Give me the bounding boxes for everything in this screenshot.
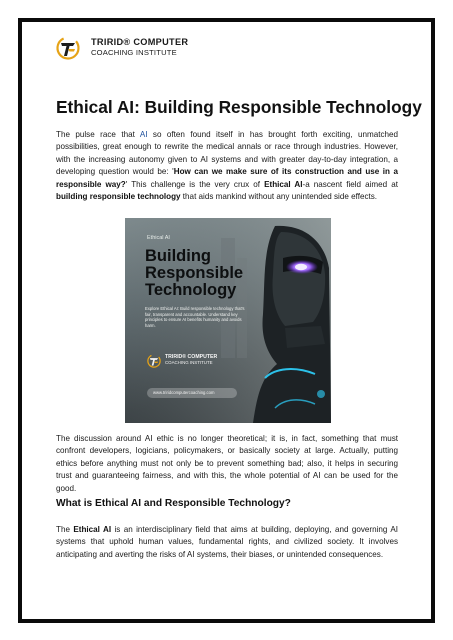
- banner-logo: [147, 354, 247, 370]
- key-question: How can we make sure of its construction and use in a responsible way?: [56, 167, 398, 189]
- discussion-paragraph: The discussion around AI ethic is no longer theoretical; it is, in fact, something that must confront developers, logicians, policymakers, or basically society at large. Actually, putting ethics before anything must not only be to prevent something bad; also, it helps in securing trust and guaranteeing fairness, and with this, the whole potential of AI can be used for the good.: [56, 434, 398, 493]
- brand-name-line1: TRIRID® COMPUTER: [91, 37, 189, 47]
- brand-logo[interactable]: [36, 32, 256, 66]
- ai-link[interactable]: AI: [139, 130, 148, 139]
- banner-logo-line1: TRIRID® COMPUTER: [165, 354, 218, 360]
- brand-name: [91, 38, 188, 57]
- section-heading: What is Ethical AI and Responsible Technology?: [56, 498, 291, 509]
- banner-logo-line2: COACHING INSTITUTE: [165, 360, 213, 366]
- banner-tag: Ethical AI: [147, 235, 170, 241]
- ethical-ai-term: Ethical AI: [73, 525, 112, 534]
- banner-description: Explore Ethical AI: Build responsible technology that's fair, transparent and accountable. Understand key principles to ensure AI benefits humanity and avoids harm.: [145, 306, 245, 328]
- intro-paragraph: The pulse race that AI so often found itself in has brought forth exciting, unmatched possibilities, great enough to rewrite the medical annals or race through industries. However, with the increasing autonomy given to AI systems and with greater day-to-day integration, a developing question would be: 'How can we make sure of its construction and use in a responsible way?' This challenge is the very crux of Ethical AI-a nascent field aimed at building responsible technology that aids mankind without any unintended side effects.: [56, 130, 398, 202]
- brand-name-line2: COACHING INSTITUTE: [91, 48, 177, 58]
- tc-monogram-icon: [147, 354, 161, 368]
- article-banner-image: [125, 218, 331, 423]
- banner-url[interactable]: www.triridcomputercoaching.com: [147, 388, 237, 398]
- document-title: Ethical AI: Building Responsible Technology: [56, 97, 422, 117]
- definition-paragraph: The Ethical AI is an interdisciplinary field that aims at building, deploying, and governing AI systems that uphold human values, fundamental rights, and civilized society. It involves anticipating and averting the risks of AI systems, their biases, or unintended consequences.: [56, 525, 398, 559]
- tc-monogram-icon: [56, 36, 80, 60]
- banner-title: Building Responsible Technology: [145, 247, 244, 299]
